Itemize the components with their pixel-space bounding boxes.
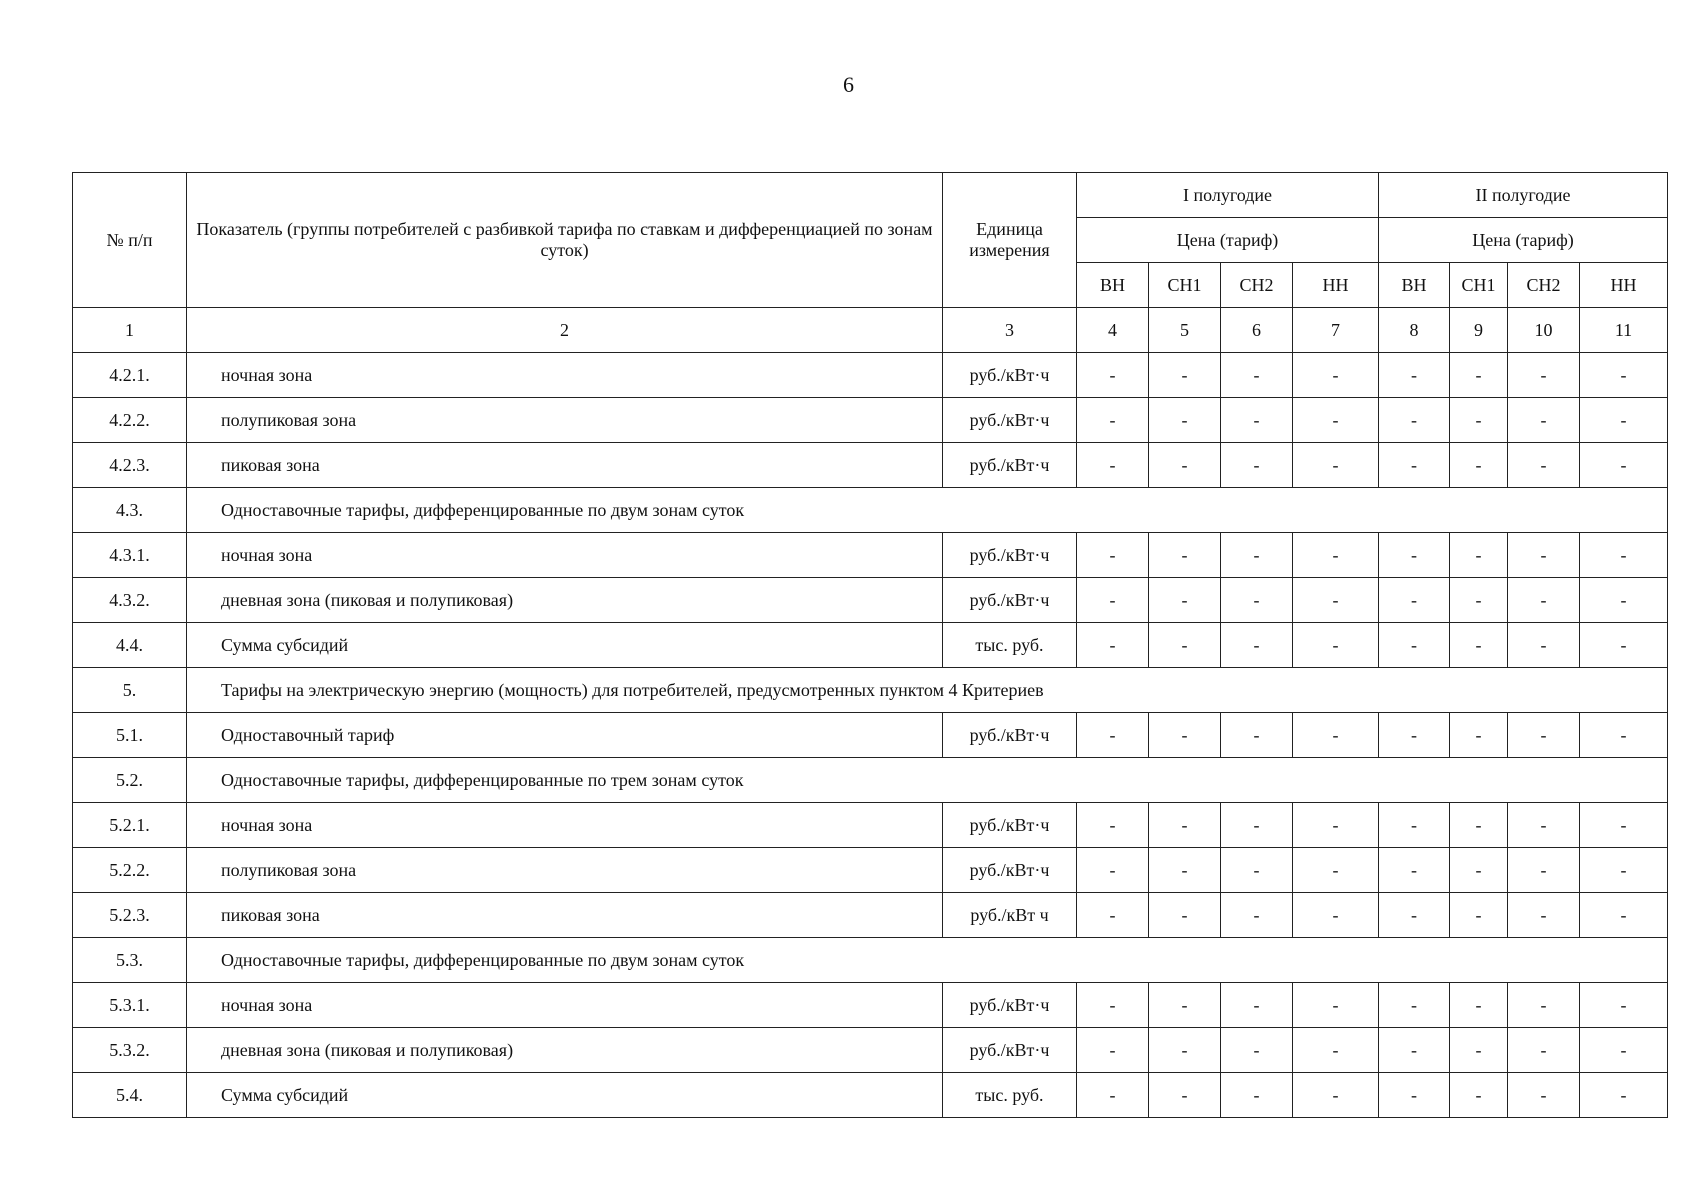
- row-number: 4.3.: [73, 488, 187, 533]
- table-row: [73, 713, 1668, 758]
- tariff-value: -: [1508, 533, 1580, 578]
- tariff-value: -: [1077, 803, 1149, 848]
- section-title: Тарифы на электрическую энергию (мощность) для потребителей, предусмотренных пунктом 4 Критериев: [187, 668, 1668, 713]
- tariff-value: -: [1450, 848, 1508, 893]
- tariff-value: -: [1379, 713, 1450, 758]
- tariff-value: -: [1508, 983, 1580, 1028]
- tariff-value: -: [1149, 893, 1221, 938]
- tariff-value: -: [1293, 398, 1379, 443]
- tariff-value: -: [1379, 578, 1450, 623]
- column-number: 11: [1580, 308, 1668, 353]
- tariff-value: -: [1221, 893, 1293, 938]
- tariff-value: -: [1450, 893, 1508, 938]
- header-level: ВН: [1077, 263, 1149, 308]
- tariff-table: [72, 172, 1668, 1118]
- row-number: 4.2.2.: [73, 398, 187, 443]
- header-price-1: Цена (тариф): [1077, 218, 1379, 263]
- section-row: [73, 758, 1668, 803]
- tariff-value: -: [1508, 398, 1580, 443]
- table-row: [73, 1073, 1668, 1118]
- tariff-value: -: [1221, 623, 1293, 668]
- row-number: 5.4.: [73, 1073, 187, 1118]
- tariff-value: -: [1379, 983, 1450, 1028]
- table-row: [73, 893, 1668, 938]
- row-indicator: ночная зона: [187, 533, 943, 578]
- row-unit: руб./кВт·ч: [943, 443, 1077, 488]
- tariff-value: -: [1077, 848, 1149, 893]
- row-indicator: пиковая зона: [187, 893, 943, 938]
- row-unit: руб./кВт·ч: [943, 398, 1077, 443]
- tariff-value: -: [1580, 893, 1668, 938]
- table-row: [73, 1028, 1668, 1073]
- tariff-value: -: [1379, 1073, 1450, 1118]
- tariff-value: -: [1580, 713, 1668, 758]
- tariff-value: -: [1508, 803, 1580, 848]
- tariff-value: -: [1450, 578, 1508, 623]
- table-body: [73, 353, 1668, 1118]
- tariff-value: -: [1379, 803, 1450, 848]
- tariff-value: -: [1149, 578, 1221, 623]
- tariff-value: -: [1450, 983, 1508, 1028]
- row-number: 5.1.: [73, 713, 187, 758]
- tariff-value: -: [1077, 713, 1149, 758]
- tariff-value: -: [1508, 893, 1580, 938]
- section-title: Одноставочные тарифы, дифференцированные по двум зонам суток: [187, 488, 1668, 533]
- tariff-value: -: [1450, 1073, 1508, 1118]
- tariff-value: -: [1293, 443, 1379, 488]
- column-number: 8: [1379, 308, 1450, 353]
- header-indicator: Показатель (группы потребителей с разбивкой тарифа по ставкам и дифференциацией по зонам суток): [187, 173, 943, 308]
- tariff-value: -: [1450, 533, 1508, 578]
- tariff-value: -: [1580, 848, 1668, 893]
- tariff-value: -: [1221, 398, 1293, 443]
- tariff-value: -: [1221, 848, 1293, 893]
- tariff-value: -: [1077, 623, 1149, 668]
- tariff-value: -: [1149, 848, 1221, 893]
- row-number: 5.3.1.: [73, 983, 187, 1028]
- tariff-value: -: [1508, 1028, 1580, 1073]
- column-number: 4: [1077, 308, 1149, 353]
- row-indicator: Одноставочный тариф: [187, 713, 943, 758]
- tariff-value: -: [1379, 848, 1450, 893]
- header-level: СН2: [1221, 263, 1293, 308]
- row-indicator: пиковая зона: [187, 443, 943, 488]
- header-level: СН2: [1508, 263, 1580, 308]
- tariff-value: -: [1580, 398, 1668, 443]
- tariff-value: -: [1149, 398, 1221, 443]
- tariff-value: -: [1221, 443, 1293, 488]
- section-title: Одноставочные тарифы, дифференцированные по трем зонам суток: [187, 758, 1668, 803]
- tariff-value: -: [1580, 803, 1668, 848]
- row-unit: руб./кВт ч: [943, 893, 1077, 938]
- tariff-value: -: [1077, 353, 1149, 398]
- tariff-value: -: [1379, 623, 1450, 668]
- tariff-value: -: [1149, 713, 1221, 758]
- row-unit: руб./кВт·ч: [943, 1028, 1077, 1073]
- header-price-2: Цена (тариф): [1379, 218, 1668, 263]
- tariff-value: -: [1379, 893, 1450, 938]
- tariff-value: -: [1379, 353, 1450, 398]
- column-number: 7: [1293, 308, 1379, 353]
- row-indicator: ночная зона: [187, 983, 943, 1028]
- row-indicator: Сумма субсидий: [187, 623, 943, 668]
- header-level: НН: [1580, 263, 1668, 308]
- header-level: СН1: [1450, 263, 1508, 308]
- row-number: 5.: [73, 668, 187, 713]
- tariff-value: -: [1077, 1028, 1149, 1073]
- row-unit: руб./кВт·ч: [943, 533, 1077, 578]
- header-row-1: [73, 173, 1668, 218]
- tariff-value: -: [1580, 443, 1668, 488]
- row-indicator: ночная зона: [187, 803, 943, 848]
- row-unit: руб./кВт·ч: [943, 578, 1077, 623]
- column-number: 3: [943, 308, 1077, 353]
- tariff-value: -: [1149, 1028, 1221, 1073]
- tariff-value: -: [1293, 533, 1379, 578]
- tariff-value: -: [1221, 578, 1293, 623]
- table-row: [73, 983, 1668, 1028]
- tariff-value: -: [1221, 803, 1293, 848]
- tariff-value: -: [1221, 1073, 1293, 1118]
- tariff-value: -: [1508, 623, 1580, 668]
- tariff-value: -: [1450, 803, 1508, 848]
- tariff-value: -: [1580, 533, 1668, 578]
- row-unit: руб./кВт·ч: [943, 803, 1077, 848]
- header-half-1: I полугодие: [1077, 173, 1379, 218]
- tariff-value: -: [1450, 443, 1508, 488]
- tariff-value: -: [1293, 893, 1379, 938]
- row-indicator: полупиковая зона: [187, 398, 943, 443]
- tariff-value: -: [1580, 983, 1668, 1028]
- row-number: 4.4.: [73, 623, 187, 668]
- tariff-value: -: [1450, 713, 1508, 758]
- tariff-value: -: [1077, 1073, 1149, 1118]
- section-row: [73, 938, 1668, 983]
- tariff-value: -: [1293, 1028, 1379, 1073]
- row-number: 4.3.2.: [73, 578, 187, 623]
- tariff-value: -: [1580, 353, 1668, 398]
- row-indicator: дневная зона (пиковая и полупиковая): [187, 578, 943, 623]
- row-number: 5.2.1.: [73, 803, 187, 848]
- tariff-value: -: [1077, 983, 1149, 1028]
- tariff-value: -: [1508, 713, 1580, 758]
- row-number: 5.3.2.: [73, 1028, 187, 1073]
- table-row: [73, 803, 1668, 848]
- row-unit: руб./кВт·ч: [943, 983, 1077, 1028]
- column-number: 2: [187, 308, 943, 353]
- header-level: СН1: [1149, 263, 1221, 308]
- tariff-value: -: [1077, 443, 1149, 488]
- tariff-value: -: [1221, 983, 1293, 1028]
- tariff-value: -: [1077, 893, 1149, 938]
- header-unit: Единица измерения: [943, 173, 1077, 308]
- tariff-value: -: [1293, 578, 1379, 623]
- row-unit: тыс. руб.: [943, 623, 1077, 668]
- row-indicator: дневная зона (пиковая и полупиковая): [187, 1028, 943, 1073]
- table-row: [73, 533, 1668, 578]
- tariff-value: -: [1077, 398, 1149, 443]
- tariff-value: -: [1149, 983, 1221, 1028]
- tariff-value: -: [1149, 623, 1221, 668]
- row-unit: руб./кВт·ч: [943, 353, 1077, 398]
- row-number: 4.2.1.: [73, 353, 187, 398]
- row-unit: тыс. руб.: [943, 1073, 1077, 1118]
- tariff-value: -: [1508, 848, 1580, 893]
- column-number: 9: [1450, 308, 1508, 353]
- header-num: № п/п: [73, 173, 187, 308]
- tariff-value: -: [1149, 1073, 1221, 1118]
- row-unit: руб./кВт·ч: [943, 713, 1077, 758]
- tariff-value: -: [1221, 353, 1293, 398]
- tariff-value: -: [1580, 578, 1668, 623]
- tariff-value: -: [1221, 713, 1293, 758]
- section-row: [73, 668, 1668, 713]
- table-row: [73, 578, 1668, 623]
- row-indicator: полупиковая зона: [187, 848, 943, 893]
- header-level: ВН: [1379, 263, 1450, 308]
- row-indicator: Сумма субсидий: [187, 1073, 943, 1118]
- table-row: [73, 623, 1668, 668]
- tariff-value: -: [1379, 443, 1450, 488]
- tariff-value: -: [1221, 1028, 1293, 1073]
- header-level: НН: [1293, 263, 1379, 308]
- row-number: 4.2.3.: [73, 443, 187, 488]
- table-row: [73, 353, 1668, 398]
- column-number: 6: [1221, 308, 1293, 353]
- tariff-value: -: [1293, 623, 1379, 668]
- tariff-value: -: [1149, 803, 1221, 848]
- tariff-value: -: [1379, 1028, 1450, 1073]
- tariff-value: -: [1379, 398, 1450, 443]
- tariff-value: -: [1450, 353, 1508, 398]
- header-column-numbers: [73, 308, 1668, 353]
- row-number: 5.2.3.: [73, 893, 187, 938]
- table-row: [73, 443, 1668, 488]
- tariff-value: -: [1508, 578, 1580, 623]
- tariff-value: -: [1293, 713, 1379, 758]
- tariff-value: -: [1508, 353, 1580, 398]
- tariff-value: -: [1508, 443, 1580, 488]
- header-half-2: II полугодие: [1379, 173, 1668, 218]
- tariff-value: -: [1149, 533, 1221, 578]
- row-number: 5.2.: [73, 758, 187, 803]
- tariff-value: -: [1450, 1028, 1508, 1073]
- tariff-value: -: [1580, 623, 1668, 668]
- tariff-value: -: [1293, 983, 1379, 1028]
- page-number: 6: [843, 72, 854, 97]
- tariff-value: -: [1508, 1073, 1580, 1118]
- tariff-value: -: [1293, 848, 1379, 893]
- section-row: [73, 488, 1668, 533]
- column-number: 1: [73, 308, 187, 353]
- column-number: 5: [1149, 308, 1221, 353]
- tariff-value: -: [1293, 1073, 1379, 1118]
- table-row: [73, 398, 1668, 443]
- tariff-value: -: [1077, 578, 1149, 623]
- tariff-value: -: [1221, 533, 1293, 578]
- tariff-value: -: [1293, 803, 1379, 848]
- tariff-value: -: [1450, 623, 1508, 668]
- section-title: Одноставочные тарифы, дифференцированные по двум зонам суток: [187, 938, 1668, 983]
- tariff-value: -: [1293, 353, 1379, 398]
- row-unit: руб./кВт·ч: [943, 848, 1077, 893]
- table-row: [73, 848, 1668, 893]
- tariff-value: -: [1149, 353, 1221, 398]
- tariff-value: -: [1077, 533, 1149, 578]
- row-number: 5.3.: [73, 938, 187, 983]
- tariff-value: -: [1149, 443, 1221, 488]
- tariff-value: -: [1379, 533, 1450, 578]
- column-number: 10: [1508, 308, 1580, 353]
- tariff-value: -: [1580, 1028, 1668, 1073]
- row-number: 4.3.1.: [73, 533, 187, 578]
- row-indicator: ночная зона: [187, 353, 943, 398]
- tariff-value: -: [1580, 1073, 1668, 1118]
- tariff-value: -: [1450, 398, 1508, 443]
- row-number: 5.2.2.: [73, 848, 187, 893]
